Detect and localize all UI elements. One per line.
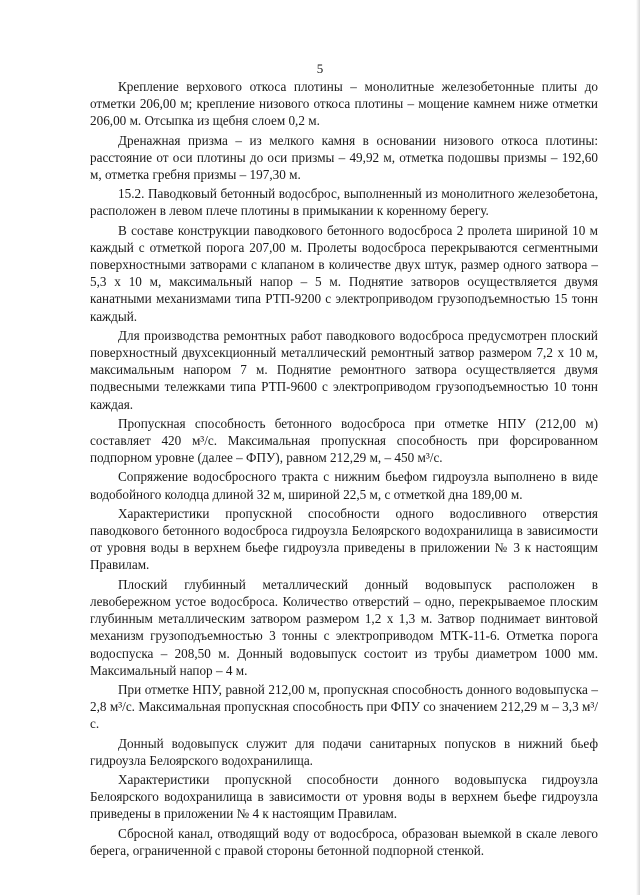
paragraph-slope-protection: Крепление верхового откоса плотины – монолитные железобетонные плиты до отметки 206,00 м; крепление низового откоса плотины – мощение камнем ниже отметки 206,00 м. Отсыпка из щебня слоем 0,2 м. <box>90 79 598 129</box>
paragraph-sanitary-release: Донный водовыпуск служит для подачи санитарных попусков в нижний бьеф гидроузла Белоярского водохранилища. <box>90 735 598 768</box>
paragraph-drainage-prism: Дренажная призма – из мелкого камня в основании низового откоса плотины: расстояние от оси плотины до оси призмы – 49,92 м, отметка подошвы призмы – 192,60 м, отметка гребня призмы – 197,30 м. <box>90 132 598 183</box>
paragraph-discharge-channel: Сбросной канал, отводящий воду от водосброса, образован выемкой в скале левого берега, ограниченной с правой стороны бетонной подпорной стенкой. <box>90 825 598 858</box>
paragraph-spillway-structure: В составе конструкции паводкового бетонного водосброса 2 пролета шириной 10 м каждый с отметкой порога 207,00 м. Пролеты водосброса перекрываются сегментными поверхностными затворами с клапаном в количестве двух штук, размер одного затвора – 5,3 х 10 м, максимальный напор – 5 м. Поднятие затворов осуществляется двумя канатными механизмами типа РТП-9200 с электроприводом грузоподъемностью 15 тонн каждый. <box>90 222 598 324</box>
paragraph-repair-gate: Для производства ремонтных работ паводкового водосброса предусмотрен плоский поверхностный двухсекционный металлический ремонтный затвор размером 7,2 х 10 м, максимальным напором 7 м. Поднятие ремонтного затвора осуществляется двумя подвесными тележками типа РТП-9600 с электроприводом грузоподъемностью 10 тонн каждая. <box>90 327 598 412</box>
paragraph-bottom-outlet-capacity: При отметке НПУ, равной 212,00 м, пропускная способность донного водовыпуска – 2,8 м³/с. Максимальная пропускная способность при ФПУ со значением 212,29 м – 3,3 м³/с. <box>90 681 598 732</box>
paragraph-spillway-capacity: Пропускная способность бетонного водосброса при отметке НПУ (212,00 м) составляет 420 м³/с. Максимальная пропускная способность при форсированном подпорном уровне (далее – ФПУ), равном 212,29 м, – 450 м³/с. <box>90 415 598 466</box>
scan-edge-shadow <box>636 0 640 895</box>
document-body <box>90 78 598 861</box>
paragraph-appendix-4-reference: Характеристики пропускной способности донного водовыпуска гидроузла Белоярского водохранилища в зависимости от уровня воды в верхнем бьефе гидроузла приведены в приложении № 4 к настоящим Правилам. <box>90 771 598 822</box>
paragraph-stilling-basin: Сопряжение водосбросного тракта с нижним бьефом гидроузла выполнено в виде водобойного колодца длиной 32 м, шириной 22,5 м, с отметкой дна 189,00 м. <box>90 469 598 502</box>
page-number: 5 <box>316 61 324 76</box>
paragraph-bottom-outlet: Плоский глубинный металлический донный водовыпуск расположен в левобережном устое водосброса. Количество отверстий – одно, перекрываемое плоским глубинным металлическим затвором размером 1,2 х 1,3 м. Затвор поднимает винтовой механизм грузоподъемностью 3 тонны с электроприводом МТК-11-6. Отметка порога водоспуска – 208,50 м. Донный водовыпуск состоит из трубы диаметром 1000 мм. Максимальный напор – 4 м. <box>90 576 598 678</box>
paragraph-flood-spillway-location: 15.2. Паводковый бетонный водосброс, выполненный из монолитного железобетона, расположен в левом плече плотины в примыкании к коренному берегу. <box>90 186 598 219</box>
paragraph-appendix-3-reference: Характеристики пропускной способности одного водосливного отверстия паводкового бетонного водосброса гидроузла Белоярского водохранилища в зависимости от уровня воды в верхнем бьефе гидроузла приведены в приложении № 3 к настоящим Правилам. <box>90 505 598 573</box>
